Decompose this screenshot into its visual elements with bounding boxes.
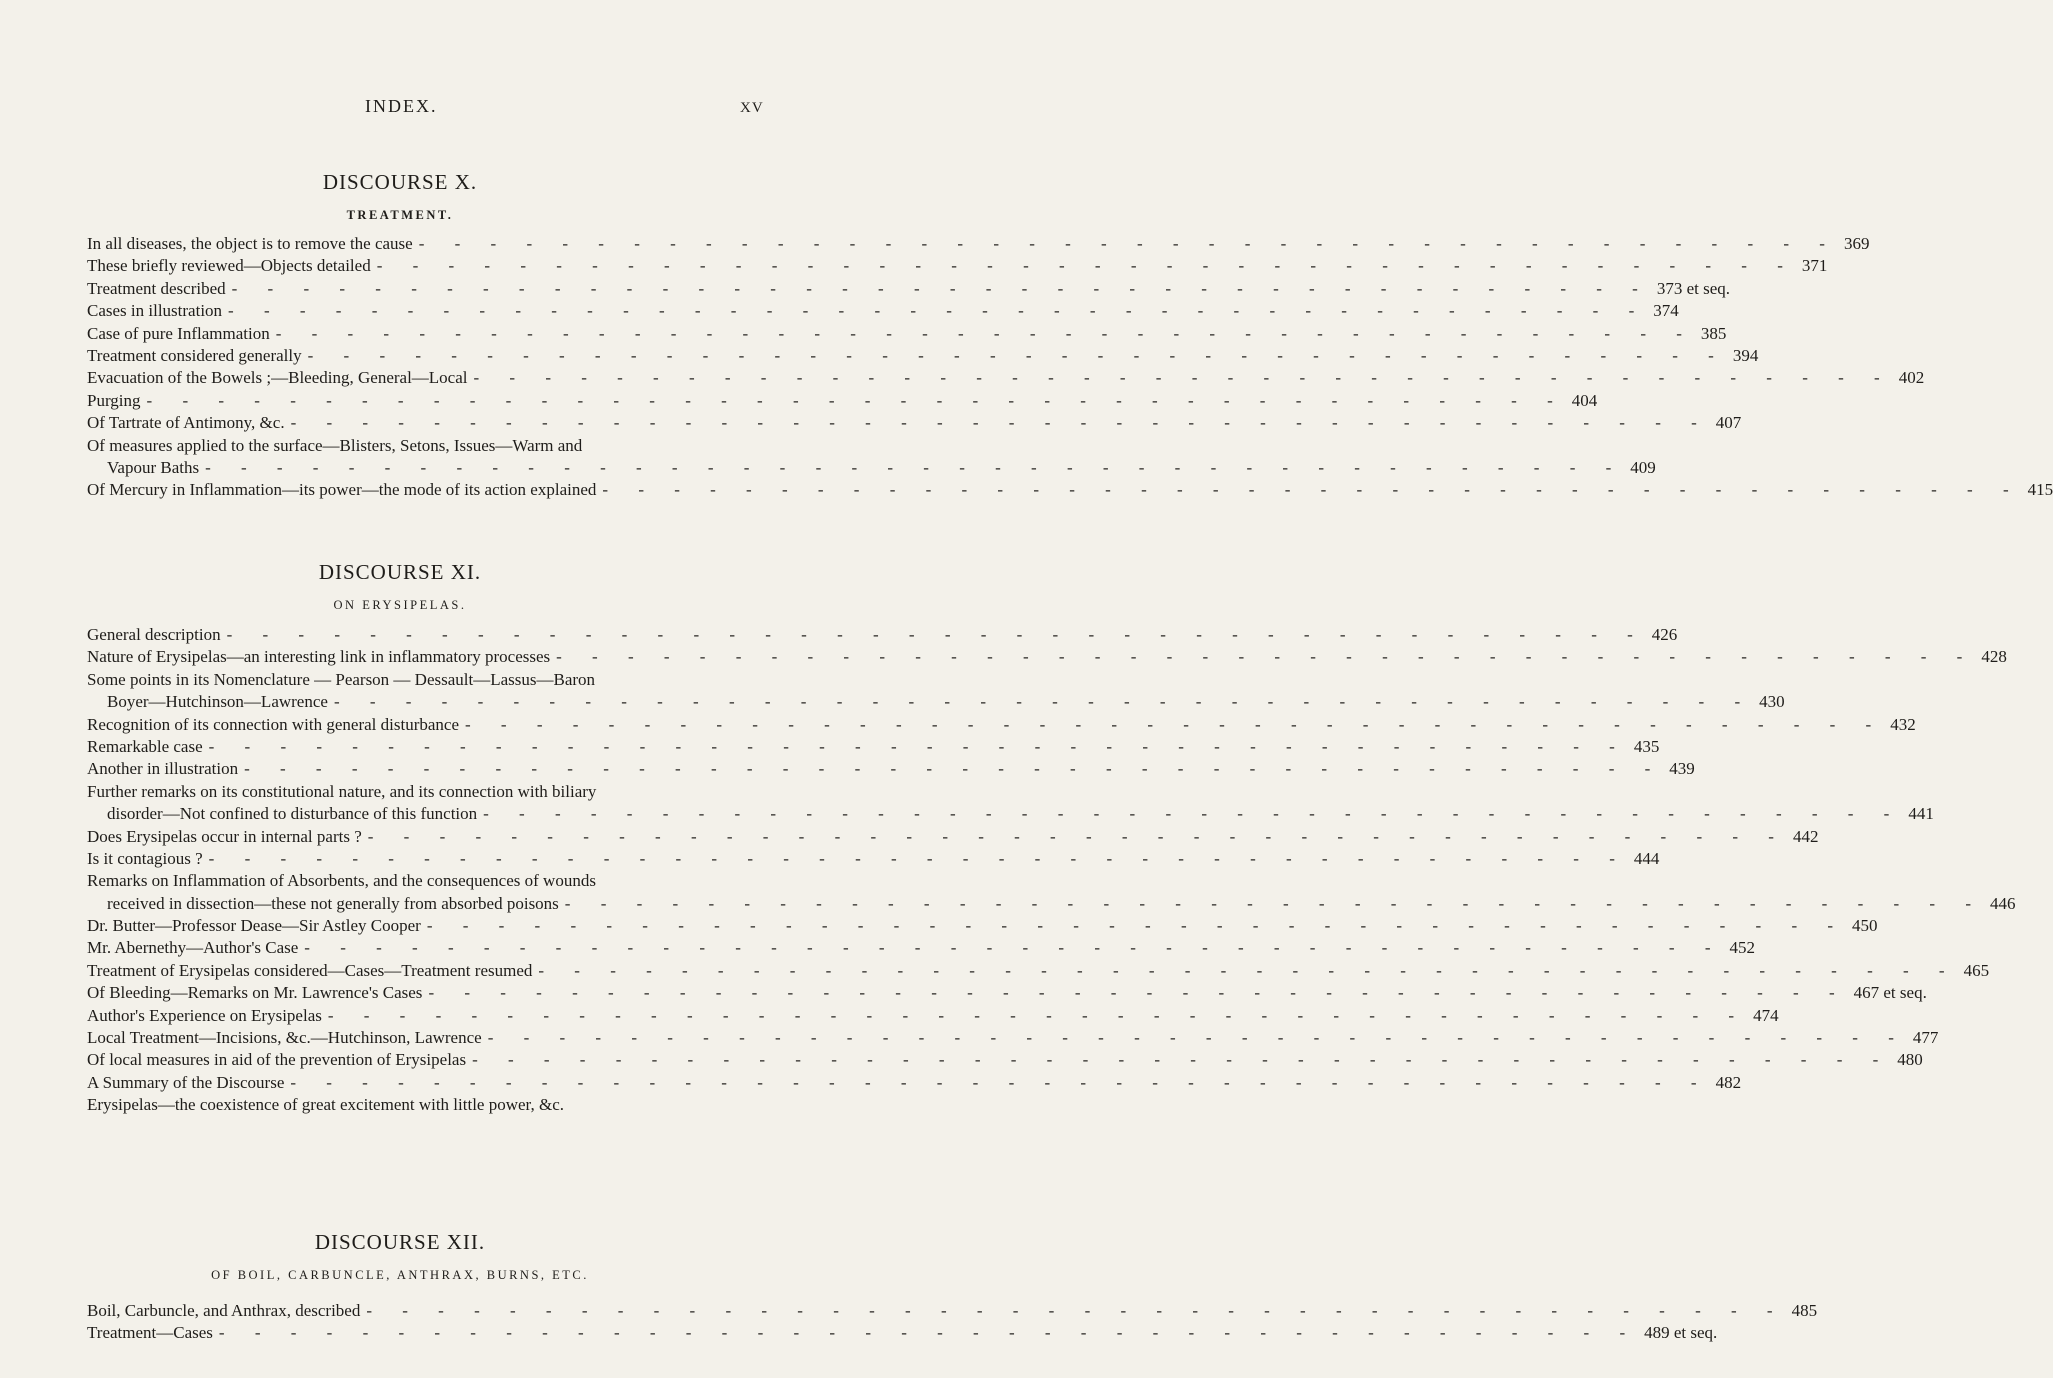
entry-page: 474 [1753,1005,1779,1025]
entry-page: 409 [1630,457,1656,477]
entry-page: 373 et seq. [1656,278,1731,298]
entry-text: Of Tartrate of Antimony, &c. [87,413,285,433]
index-entry [87,624,1678,646]
leader-dots: - - - - - - - - - - - - - - - - - - - - - - - - - - - - - - - - - - - - - - - - [483,804,1903,824]
entry-text: Cases in illustration [87,301,223,321]
index-entry [87,937,1755,959]
section-subheading-erysipelas: ON ERYSIPELAS. [333,598,467,612]
section-heading-discourse-xii: DISCOURSE XII. [314,1230,486,1254]
index-entry [87,1300,1818,1322]
section-heading-discourse-xi: DISCOURSE XI. [318,560,482,584]
index-entry [87,255,1828,277]
entry-page: 415 [2027,480,2053,500]
entry-text: Author's Experience on Erysipelas [87,1005,322,1025]
entry-page: 450 [1852,916,1878,936]
entry-text: Dr. Butter—Professor Dease—Sir Astley Cooper [87,916,421,936]
index-entry [87,1049,1923,1071]
entry-text: Treatment—Cases [87,1323,213,1343]
entry-text: Does Erysipelas occur in internal parts ? [87,826,362,846]
index-entry [87,1005,1779,1027]
entry-page: 432 [1890,714,1916,734]
index-entry [87,1322,1718,1344]
leader-dots: - - - - - - - - - - - - - - - - - - - - - - - - - - - - - - - - - - - - - - - - [244,759,1664,779]
entry-text: Treatment of Erysipelas considered—Cases—Treatment resumed [87,960,533,980]
index-entry [87,758,1695,780]
page-numeral: XV [740,100,764,116]
entry-page: 402 [1898,368,1925,388]
index-entry [87,412,1742,434]
entry-page: 439 [1669,759,1695,779]
leader-dots: - - - - - - - - - - - - - - - - - - - - - - - - - - - - - - - - - - - - - - - - [538,960,1958,980]
index-entry [87,870,747,892]
entry-text: These briefly reviewed—Objects detailed [87,256,371,276]
index-entry [87,435,747,457]
leader-dots: - - - - - - - - - - - - - - - - - - - - - - - - - - - - - - - - - - - - - - - - [218,1323,1639,1343]
index-entry [87,367,1925,389]
entry-text: Some points in its Nomenclature — Pearson — Dessault—Lassus—Baron [87,669,596,689]
index-entry [87,323,1727,345]
leader-dots: - - - - - - - - - - - - - - - - - - - - - - - - - - - - - - - - - - - - - - - - [275,323,1695,343]
entry-text: Boyer—Hutchinson—Lawrence [107,692,328,712]
leader-dots: - - - - - - - - - - - - - - - - - - - - - - - - - - - - - - - - - - - - - - - - [564,893,1984,913]
index-entry-continuation [87,893,2016,915]
section-subheading-treatment: TREATMENT. [346,208,454,222]
entry-page: 394 [1732,345,1759,365]
running-head [0,96,800,122]
entry-page: 442 [1792,826,1819,846]
entry-page: 477 [1912,1028,1939,1048]
entry-text: Local Treatment—Incisions, &c.—Hutchinson, Lawrence [87,1028,482,1048]
leader-dots: - - - - - - - - - - - - - - - - - - - - - - - - - - - - - - - - - - - - - - - - [205,457,1625,477]
leader-dots: - - - - - - - - - - - - - - - - - - - - - - - - - - - - - - - - - - - - - - - - [556,647,1976,667]
entry-text: Case of pure Inflammation [87,323,270,343]
entry-page: 441 [1908,804,1934,824]
index-entry [87,390,1598,412]
entry-text: disorder—Not confined to disturbance of this function [107,804,478,824]
entry-text: Treatment described [87,278,226,298]
entry-text: In all diseases, the object is to remove the cause [87,234,413,253]
index-entry [87,1027,1939,1049]
index-entry [87,345,1759,367]
index-entry [87,479,2053,501]
leader-dots: - - - - - - - - - - - - - - - - - - - - - - - - - - - - - - - - - - - - - - - - [487,1028,1907,1048]
entry-page: 485 [1791,1301,1818,1320]
index-entry [87,960,1990,982]
entry-text: Is it contagious ? [87,848,203,868]
entry-page: 482 [1715,1072,1742,1092]
index-entry-continuation [87,803,1934,825]
entry-page: 407 [1715,413,1742,433]
leader-dots: - - - - - - - - - - - - - - - - - - - - - - - - - - - - - - - - - - - - - - - - [307,345,1727,365]
index-entry [87,646,2007,668]
leader-dots: - - - - - - - - - - - - - - - - - - - - - - - - - - - - - - - - - - - - - - - - [226,625,1646,644]
entry-page: 465 [1963,960,1990,980]
entry-page: 430 [1759,692,1785,712]
entry-text: Remarkable case [87,736,203,756]
leader-dots: - - - - - - - - - - - - - - - - - - - - - - - - - - - - - - - - - - - - - - - - [231,278,1651,298]
leader-dots: - - - - - - - - - - - - - - - - - - - - - - - - - - - - - - - - - - - - - - - - [228,301,1648,321]
index-entry [87,781,747,803]
entry-text: Evacuation of the Bowels ;—Bleeding, General—Local [87,368,468,388]
entry-text: Boil, Carbuncle, and Anthrax, described [87,1301,361,1320]
entry-text: Erysipelas—the coexistence of great excitement with little power, &c. [87,1095,565,1115]
index-entry [87,982,1927,1004]
index-entry [87,233,1870,255]
entry-text: Of Bleeding—Remarks on Mr. Lawrence's Cases [87,983,423,1003]
section-heading-discourse-x: DISCOURSE X. [322,170,478,194]
leader-dots: - - - - - - - - - - - - - - - - - - - - - - - - - - - - - - - - - - - - - - - - [465,714,1885,734]
entry-page: 489 et seq. [1644,1323,1718,1343]
index-entry [87,300,1679,322]
index-entry-continuation [87,691,1785,713]
entry-list-discourse-xi [87,624,2016,1117]
entry-text: Nature of Erysipelas—an interesting link in inflammatory processes [87,647,551,667]
leader-dots: - - - - - - - - - - - - - - - - - - - - - - - - - - - - - - - - - - - - - - - - [367,826,1787,846]
entry-page: 452 [1729,938,1755,958]
entry-page: 371 [1801,256,1828,276]
entry-text: received in dissection—these not generally from absorbed poisons [107,893,559,913]
index-entry [87,826,1819,848]
index-entry-continuation [87,457,1656,479]
index-entry [87,1072,1742,1094]
entry-page: 428 [1981,647,2007,667]
entry-text: Of local measures in aid of the prevention of Erysipelas [87,1050,467,1070]
leader-dots: - - - - - - - - - - - - - - - - - - - - - - - - - - - - - - - - - - - - - - - - [473,368,1893,388]
entry-page: 369 [1843,234,1870,253]
entry-text: Remarks on Inflammation of Absorbents, and the consequences of wounds [87,871,596,891]
leader-dots: - - - - - - - - - - - - - - - - - - - - - - - - - - - - - - - - - - - - - - - - [426,916,1847,936]
running-head-title: INDEX. [365,96,438,116]
entry-text: Mr. Abernethy—Author's Case [87,938,299,958]
index-entry [87,669,747,691]
entry-text: Vapour Baths [107,457,200,477]
entry-page: 426 [1651,625,1678,644]
leader-dots: - - - - - - - - - - - - - - - - - - - - - - - - - - - - - - - - - - - - - - - - [208,736,1628,756]
entry-text: Purging [87,390,141,410]
entry-text: Further remarks on its constitutional nature, and its connection with biliary [87,781,597,801]
leader-dots: - - - - - - - - - - - - - - - - - - - - - - - - - - - - - - - - - - - - - - - - [602,480,2022,500]
entry-page: 467 et seq. [1853,983,1927,1003]
leader-dots: - - - - - - - - - - - - - - - - - - - - - - - - - - - - - - - - - - - - - - - - [290,413,1710,433]
leader-dots: - - - - - - - - - - - - - - - - - - - - - - - - - - - - - - - - - - - - - - - - [290,1072,1710,1092]
leader-dots: - - - - - - - - - - - - - - - - - - - - - - - - - - - - - - - - - - - - - - - - [428,983,1848,1003]
entry-page: 444 [1633,848,1660,868]
entry-page: 435 [1633,736,1660,756]
leader-dots: - - - - - - - - - - - - - - - - - - - - - - - - - - - - - - - - - - - - - - - - [472,1050,1892,1070]
entry-page: 374 [1653,301,1679,321]
entry-list-discourse-x [87,233,2053,502]
entry-text: Recognition of its connection with general disturbance [87,714,460,734]
leader-dots: - - - - - - - - - - - - - - - - - - - - - - - - - - - - - - - - - - - - - - - - [418,234,1838,253]
index-entry [87,915,1878,937]
leader-dots: - - - - - - - - - - - - - - - - - - - - - - - - - - - - - - - - - - - - - - - - [327,1005,1748,1025]
leader-dots: - - - - - - - - - - - - - - - - - - - - - - - - - - - - - - - - - - - - - - - - [333,692,1754,712]
index-entry [87,736,1660,758]
index-entry [87,1094,747,1116]
entry-list-discourse-xii [87,1300,1818,1345]
entry-text: Of Mercury in Inflammation—its power—the mode of its action explained [87,480,597,500]
entry-text: Treatment considered generally [87,345,302,365]
leader-dots: - - - - - - - - - - - - - - - - - - - - - - - - - - - - - - - - - - - - - - - - [366,1301,1786,1320]
index-entry [87,714,1916,736]
entry-page: 446 [1990,893,2016,913]
leader-dots: - - - - - - - - - - - - - - - - - - - - - - - - - - - - - - - - - - - - - - - - [208,848,1628,868]
entry-page: 480 [1897,1050,1923,1070]
section-subheading-boil: OF BOIL, CARBUNCLE, ANTHRAX, BURNS, ETC. [211,1268,589,1282]
index-entry [87,848,1660,870]
leader-dots: - - - - - - - - - - - - - - - - - - - - - - - - - - - - - - - - - - - - - - - - [376,256,1796,276]
entry-text: General description [87,625,221,644]
entry-text: A Summary of the Discourse [87,1072,285,1092]
entry-text: Of measures applied to the surface—Blisters, Setons, Issues—Warm and [87,435,583,455]
index-entry [87,278,1731,300]
entry-page: 404 [1571,390,1598,410]
entry-page: 385 [1700,323,1727,343]
entry-text: Another in illustration [87,759,239,779]
leader-dots: - - - - - - - - - - - - - - - - - - - - - - - - - - - - - - - - - - - - - - - - [304,938,1724,958]
leader-dots: - - - - - - - - - - - - - - - - - - - - - - - - - - - - - - - - - - - - - - - - [146,390,1566,410]
